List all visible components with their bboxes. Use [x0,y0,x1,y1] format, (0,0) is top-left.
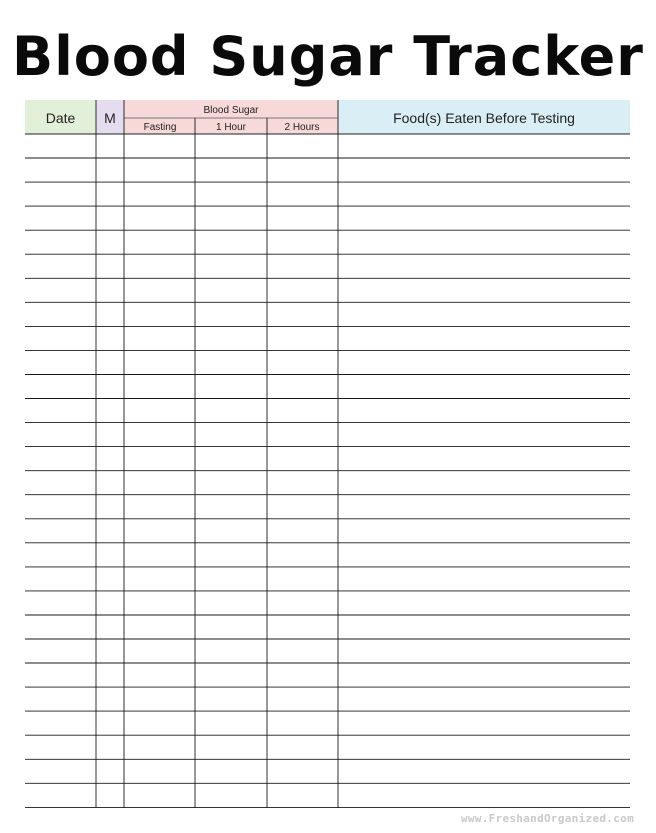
one-hour-header: 1 Hour [215,122,247,133]
blood-sugar-header: Blood Sugar [203,105,259,116]
date-header: Date [45,110,76,126]
website-footer: www.FreshandOrganized.com [460,812,634,825]
fasting-header: Fasting [143,122,177,133]
foods-header: Food(s) Eaten Before Testing [393,110,575,126]
meal-header: M [104,110,116,126]
two-hours-header: 2 Hours [284,122,320,133]
page-title: Blood Sugar Tracker [12,25,644,88]
table-rows [25,158,630,807]
